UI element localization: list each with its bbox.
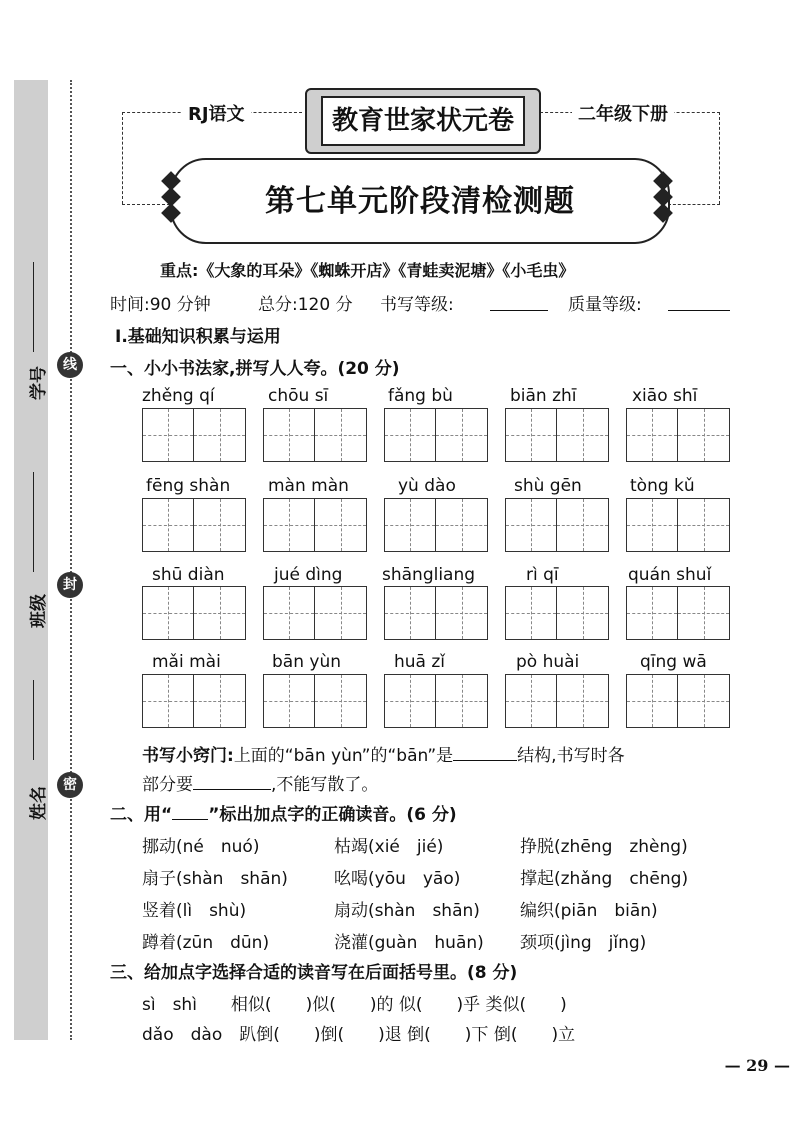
q3-title: 三、给加点字选择合适的读音写在后面括号里。(8 分) <box>110 963 518 983</box>
pinyin-prompt: fēng shàn <box>146 476 231 496</box>
q2-title-end: ”标出加点字的正确读音。(6 分) <box>208 805 457 825</box>
pinyin-prompt: zhěng qí <box>142 386 215 406</box>
header-dash-right-b <box>668 204 720 205</box>
pinyin-prompt: màn màn <box>268 476 349 496</box>
writing-grid[interactable] <box>626 498 730 552</box>
class-blank <box>33 472 34 572</box>
writing-grid[interactable] <box>505 408 609 462</box>
class-label: 班级 <box>29 594 49 628</box>
writing-grid[interactable] <box>384 586 488 640</box>
quality-grade-label: 质量等级: <box>568 295 642 315</box>
page-number: — 29 — <box>724 1056 790 1075</box>
series-scroll <box>305 88 541 154</box>
pinyin-prompt: fǎng bù <box>388 386 453 406</box>
header-dash-left-v <box>122 112 123 204</box>
writing-grid[interactable] <box>505 498 609 552</box>
writing-grid[interactable] <box>142 674 246 728</box>
reading-choice[interactable]: 扇子(shàn shān) <box>142 869 288 889</box>
writing-grid[interactable] <box>263 498 367 552</box>
reading-choice[interactable]: 撑起(zhǎng chēng) <box>520 869 689 889</box>
total-score: 总分:120 分 <box>258 295 353 315</box>
pinyin-prompt: chōu sī <box>268 386 329 406</box>
reading-choice[interactable]: 蹲着(zūn dūn) <box>142 933 270 953</box>
pinyin-prompt: bān yùn <box>272 652 341 672</box>
pinyin-prompt: mǎi mài <box>152 652 221 672</box>
writing-grid[interactable] <box>384 498 488 552</box>
writing-tip-text: 上面的“bān yùn”的“bān”是 <box>233 746 454 766</box>
writing-grid[interactable] <box>263 674 367 728</box>
focus-lessons: 重点:《大象的耳朵》《蜘蛛开店》《青蛙卖泥塘》《小毛虫》 <box>160 261 575 280</box>
pinyin-prompt: xiāo shī <box>632 386 698 406</box>
writing-tip-line2 <box>142 770 378 795</box>
pinyin-prompt: qīng wā <box>640 652 707 672</box>
title-banner <box>170 158 670 244</box>
pinyin-prompt: biān zhī <box>510 386 577 406</box>
pinyin-prompt: shù gēn <box>514 476 582 496</box>
reading-choice[interactable]: 编织(piān biān) <box>520 901 658 921</box>
reading-choice[interactable]: 枯竭(xié jié) <box>334 837 444 857</box>
page-title: 第七单元阶段清检测题 <box>265 184 575 219</box>
seal-seal-mark: 封 <box>57 572 83 598</box>
writing-tip-text: 部分要 <box>142 775 193 795</box>
q3-line-dao[interactable]: dǎo dào 趴倒( )倒( )退 倒( )下 倒( )立 <box>142 1025 576 1045</box>
binding-margin-strip <box>14 80 48 1040</box>
structure-blank[interactable] <box>453 746 517 761</box>
reading-choice[interactable]: 吆喝(yōu yāo) <box>334 869 461 889</box>
writing-tip-text-end: ,不能写散了。 <box>271 775 379 795</box>
writing-tip-prefix: 书写小窍门: <box>142 746 234 766</box>
pinyin-prompt: jué dìng <box>274 565 343 585</box>
writing-grid[interactable] <box>142 586 246 640</box>
pinyin-prompt: shāngliang <box>382 565 476 585</box>
header-dash-left-b <box>122 204 170 205</box>
writing-grid[interactable] <box>505 674 609 728</box>
pinyin-prompt: tòng kǔ <box>630 476 695 496</box>
writing-grid[interactable] <box>384 408 488 462</box>
pinyin-prompt: huā zǐ <box>394 652 446 672</box>
writing-grid[interactable] <box>263 586 367 640</box>
writing-grade-blank[interactable] <box>490 296 548 311</box>
quality-grade-blank[interactable] <box>668 296 730 311</box>
seal-secret-mark: 密 <box>57 772 83 798</box>
writing-grid[interactable] <box>142 498 246 552</box>
pinyin-prompt: quán shuǐ <box>628 565 712 585</box>
grade-tag: 二年级下册 <box>572 100 674 126</box>
pinyin-prompt: pò huài <box>516 652 580 672</box>
writing-grid[interactable] <box>505 586 609 640</box>
pinyin-prompt: shū diàn <box>152 565 225 585</box>
writing-tip-text-end: 结构,书写时各 <box>517 746 625 766</box>
cut-line <box>70 80 72 1040</box>
requirement-blank[interactable] <box>193 775 271 790</box>
reading-choice[interactable]: 挪动(né nuó) <box>142 837 260 857</box>
writing-grade-label: 书写等级: <box>380 295 454 315</box>
seal-line-mark: 线 <box>57 352 83 378</box>
reading-choice[interactable]: 扇动(shàn shān) <box>334 901 480 921</box>
q1-title: 一、小小书法家,拼写人人夸。(20 分) <box>110 359 400 379</box>
writing-grid[interactable] <box>384 674 488 728</box>
writing-tip-line1 <box>142 741 625 766</box>
writing-grid[interactable] <box>626 586 730 640</box>
reading-choice[interactable]: 浇灌(guàn huān) <box>334 933 484 953</box>
writing-grid[interactable] <box>263 408 367 462</box>
reading-choice[interactable]: 竖着(lì shù) <box>142 901 247 921</box>
section-title: Ⅰ.基础知识积累与运用 <box>115 327 281 347</box>
q2-title-start: 二、用“ <box>110 805 173 825</box>
mark-sample-blank <box>172 805 208 820</box>
series-title: 教育世家状元卷 <box>321 96 525 146</box>
writing-grid[interactable] <box>626 674 730 728</box>
writing-grid[interactable] <box>142 408 246 462</box>
q2-title <box>110 800 457 825</box>
student-id-blank <box>33 262 34 352</box>
pinyin-prompt: rì qī <box>526 565 559 585</box>
name-label: 姓名 <box>29 786 49 820</box>
pinyin-prompt: yù dào <box>398 476 456 496</box>
q3-line-si[interactable]: sì shì 相似( )似( )的 似( )乎 类似( ) <box>142 995 567 1015</box>
writing-grid[interactable] <box>626 408 730 462</box>
time-info: 时间:90 分钟 <box>110 295 211 315</box>
header-dash-right-v <box>719 112 720 204</box>
student-id-label: 学号 <box>29 366 49 400</box>
name-blank <box>33 680 34 760</box>
subject-tag: RJ语文 <box>182 100 251 126</box>
reading-choice[interactable]: 挣脱(zhēng zhèng) <box>520 837 688 857</box>
reading-choice[interactable]: 颈项(jìng jǐng) <box>520 933 647 953</box>
